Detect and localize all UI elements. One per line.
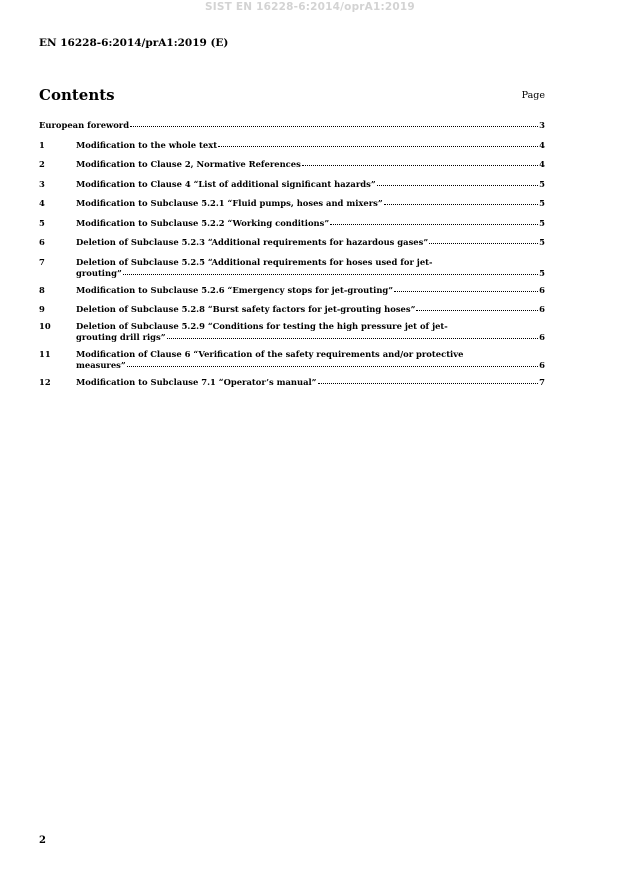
toc-entry-number: 10 [39,321,51,331]
toc-entry-body [76,321,545,343]
toc-entry-page: 5 [539,178,545,189]
toc-entry-number: 2 [39,159,45,169]
watermark-text: SIST EN 16228-6:2014/oprA1:2019 [205,1,415,13]
toc-entry-body [76,179,545,190]
toc-entry-title: Modification to Subclause 5.2.1 “Fluid pumps, hoses and mixers” [76,198,383,208]
dot-leader [377,178,538,186]
dot-leader [394,284,538,292]
document-identifier: EN 16228-6:2014/prA1:2019 (E) [39,37,229,49]
toc-entry-title: Modification to Subclause 5.2.6 “Emergency stops for jet-grouting” [76,284,394,295]
dot-leader [330,217,538,225]
toc-entry-body [76,304,545,315]
dot-leader [123,267,538,275]
toc-entry-page: 5 [539,217,545,228]
toc-entry-page: 6 [539,284,545,295]
toc-entry-title-line [76,140,545,151]
toc-entry-title-line [76,179,545,190]
toc-entry-title-line [76,198,545,209]
toc-entry-page: 4 [539,139,545,150]
toc-entry-title-line [76,268,545,279]
dot-leader [318,376,538,384]
toc-entry-title-line [76,304,545,315]
toc-entry-number: 4 [39,198,45,208]
toc-entry-page: 6 [539,304,545,314]
toc-entry[interactable] [39,349,545,371]
contents-heading: Contents [39,86,115,104]
dot-leader [167,331,538,339]
toc-entry-number: 3 [39,178,45,189]
toc-entry-body [76,257,545,279]
toc-entry-title: Modification to Clause 2, Normative References [76,159,301,169]
dot-leader [416,303,538,311]
toc-entry[interactable] [39,237,545,248]
toc-entry-title-line [76,159,545,170]
dot-leader [127,359,538,367]
toc-entry-number: 5 [39,217,45,228]
toc-entry-title: Modification to Subclause 7.1 “Operator’s manual” [76,377,317,387]
toc-entry-title-line [76,377,545,388]
dot-leader [218,139,538,147]
toc-entry[interactable] [39,159,545,170]
toc-entry-body [76,237,545,248]
toc-entry-title-line [76,237,545,248]
dot-leader [384,197,538,205]
toc-entry-body [39,120,545,131]
toc-entry-title: Modification to Subclause 5.2.2 “Working conditions” [76,217,330,228]
toc-entry-number: 7 [39,256,45,267]
toc-entry-page: 3 [539,120,545,130]
toc-entry-number: 11 [39,349,51,359]
toc-entry[interactable] [39,321,545,343]
toc-entry-number: 9 [39,304,45,314]
toc-entry-page: 6 [539,360,545,370]
toc-entry-page: 5 [539,237,545,247]
toc-entry-title: Modification to the whole text [76,139,218,150]
toc-entry-title: Modification to Clause 4 “List of additional significant hazards” [76,178,376,189]
page-column-heading: Page [521,90,545,101]
toc-entry-title-line [76,285,545,296]
toc-entry-page: 7 [539,377,545,387]
toc-entry-page: 4 [539,159,545,169]
toc-entry-number: 12 [39,377,51,387]
toc-entry-title-line [39,120,545,131]
toc-entry-title-continued: grouting drill rigs” [76,332,166,342]
toc-entry-body [76,285,545,296]
toc-entry-number: 6 [39,237,45,247]
toc-entry-title-line [76,360,545,371]
toc-entry[interactable] [39,285,545,296]
toc-entry-title: Deletion of Subclause 5.2.9 “Conditions for testing the high pressure jet of jet- [76,321,448,331]
page-number: 2 [39,835,46,846]
dot-leader [302,158,538,166]
toc-entry-body [76,377,545,388]
toc-entry-title-continued: measures” [76,360,126,370]
toc-entry-title: Modification of Clause 6 “Verification of the safety requirements and/or protective [76,349,464,359]
toc-entry-page: 6 [539,332,545,342]
table-of-contents [39,120,545,388]
toc-entry-page: 5 [539,198,545,208]
toc-entry-body [76,140,545,151]
toc-entry-title: European foreword [39,120,130,130]
toc-entry[interactable] [39,140,545,151]
toc-entry[interactable] [39,377,545,388]
toc-entry-number: 1 [39,139,45,150]
toc-entry[interactable] [39,198,545,209]
toc-entry-body [76,159,545,170]
toc-entry-body [76,349,545,371]
toc-entry-number: 8 [39,284,45,295]
dot-leader [429,236,538,244]
toc-entry[interactable] [39,120,545,131]
toc-entry[interactable] [39,304,545,315]
toc-entry-title-continued: grouting” [76,267,122,278]
dot-leader [130,119,538,127]
toc-entry-title-line [76,218,545,229]
toc-entry-title: Deletion of Subclause 5.2.5 “Additional requirements for hoses used for jet- [76,256,433,267]
toc-entry-body [76,198,545,209]
toc-entry[interactable] [39,257,545,279]
toc-entry-body [76,218,545,229]
toc-entry-title: Deletion of Subclause 5.2.8 “Burst safety factors for jet-grouting hoses” [76,304,416,314]
toc-entry[interactable] [39,179,545,190]
toc-entry-title: Deletion of Subclause 5.2.3 “Additional requirements for hazardous gases” [76,237,429,247]
toc-entry-title-line [76,332,545,343]
toc-entry-page: 5 [539,267,545,278]
toc-entry[interactable] [39,218,545,229]
